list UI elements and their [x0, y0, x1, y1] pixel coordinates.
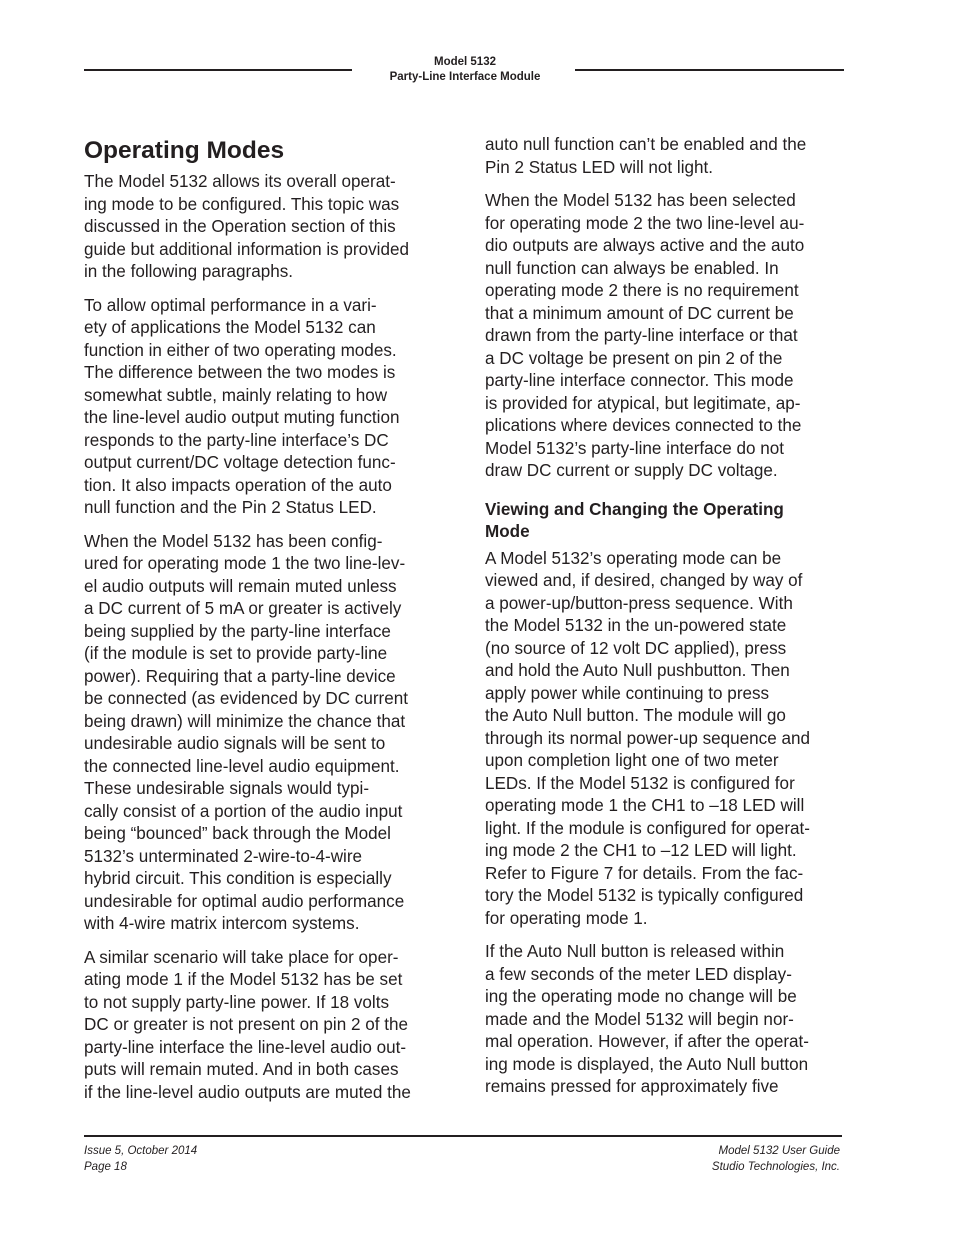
text-line: A Model 5132’s operating mode can be	[485, 548, 782, 568]
text-line: the connected line-level audio equipment.	[84, 756, 400, 776]
text-line: the Model 5132 in the un-powered state	[485, 616, 787, 635]
text-line: being supplied by the party-line interface	[84, 621, 391, 641]
text-line: being drawn) will minimize the chance that	[84, 711, 406, 731]
running-header	[340, 55, 590, 85]
text-line: made and the Model 5132 will begin nor-	[485, 1009, 794, 1029]
text-line: Pin 2 Status LED will not light.	[485, 157, 714, 177]
paragraph	[485, 190, 845, 483]
text-line: a power-up/button-press sequence. With	[485, 593, 793, 613]
text-line: If the Auto Null button is released within	[485, 942, 785, 961]
text-line: A similar scenario will take place for oper-	[84, 947, 399, 967]
footer-page-number: Page 18	[84, 1161, 127, 1173]
text-line: discussed in the Operation section of this	[84, 217, 396, 236]
text-line: in the following paragraphs.	[84, 262, 294, 281]
text-line: the Auto Null button. The module will go	[485, 706, 786, 725]
text-line: The difference between the two modes is	[84, 363, 396, 382]
text-line: Model 5132’s party-line interface do not	[485, 438, 785, 458]
paragraph	[485, 548, 845, 931]
text-line: LEDs. If the Model 5132 is configured for	[485, 773, 795, 793]
text-line: drawn from the party-line interface or that	[485, 326, 798, 345]
text-line: the line-level audio output muting function	[84, 408, 400, 427]
text-line: to not supply party-line power. If 18 volts	[84, 992, 389, 1012]
text-line: auto null function can’t be enabled and the	[485, 135, 807, 154]
section-heading: Operating Modes	[84, 137, 285, 164]
text-line: party-line interface connector. This mode	[485, 371, 794, 390]
text-line: a DC current of 5 mA or greater is actively	[84, 599, 402, 618]
right-paragraphs-after	[485, 548, 845, 1099]
text-line: if the line-level audio outputs are muted the	[84, 1082, 411, 1102]
text-line: null function and the Pin 2 Status LED.	[84, 498, 377, 517]
text-line: ating mode 1 if the Model 5132 has be set	[84, 970, 403, 989]
text-line: upon completion light one of two meter	[485, 751, 779, 770]
text-line: ing mode to be configured. This topic was	[84, 194, 400, 214]
paragraph	[84, 295, 444, 520]
text-line: that a minimum amount of DC current be	[485, 303, 794, 323]
text-line: light. If the module is configured for operat-	[485, 818, 810, 838]
text-line: for operating mode 2 the two line-level au-	[485, 213, 805, 233]
footer-left	[84, 1143, 197, 1175]
footer-issue: Issue 5, October 2014	[84, 1145, 198, 1157]
text-line: viewed and, if desired, changed by way of	[485, 571, 803, 590]
text-line: When the Model 5132 has been config-	[84, 531, 383, 551]
text-line: function in either of two operating modes.	[84, 340, 397, 360]
paragraph	[485, 134, 845, 179]
text-line: plications where devices connected to the	[485, 416, 802, 435]
paragraph	[84, 531, 444, 936]
header-model: Model 5132	[434, 56, 496, 68]
text-line: dio outputs are always active and the auto	[485, 236, 805, 255]
subheading-line: Mode	[485, 522, 530, 541]
text-line: responds to the party-line interface’s DC	[84, 430, 389, 450]
subheading-line: Viewing and Changing the Operating	[485, 499, 784, 519]
text-line: party-line interface the line-level audio out-	[84, 1037, 407, 1057]
text-line: ing mode is displayed, the Auto Null button	[485, 1054, 809, 1074]
text-line: 5132’s unterminated 2-wire-to-4-wire	[84, 846, 363, 866]
header-product: Party-Line Interface Module	[389, 71, 541, 83]
text-line: When the Model 5132 has been selected	[485, 191, 796, 210]
text-line: ety of applications the Model 5132 can	[84, 318, 376, 337]
text-line: (if the module is set to provide party-line	[84, 644, 388, 663]
text-line: draw DC current or supply DC voltage.	[485, 461, 778, 480]
right-paragraphs-before	[485, 134, 845, 483]
text-line: operating mode 2 there is no requirement	[485, 281, 799, 300]
text-line: ing mode 2 the CH1 to –12 LED will light.	[485, 841, 797, 860]
header-rule-right	[575, 69, 844, 71]
text-line: guide but additional information is provided	[84, 239, 409, 259]
text-line: a DC voltage be present on pin 2 of the	[485, 348, 783, 368]
text-line: undesirable for optimal audio performance	[84, 891, 405, 911]
text-line: a few seconds of the meter LED display-	[485, 964, 792, 984]
text-line: be connected (as evidenced by DC current	[84, 689, 409, 708]
text-line: The Model 5132 allows its overall operat-	[84, 172, 396, 191]
paragraph	[84, 171, 444, 284]
text-line: operating mode 1 the CH1 to –18 LED will	[485, 796, 805, 815]
text-line: puts will remain muted. And in both cases	[84, 1060, 399, 1079]
text-line: power). Requiring that a party-line device	[84, 666, 396, 686]
text-line: with 4-wire matrix intercom systems.	[84, 914, 360, 933]
text-line: mal operation. However, if after the operat-	[485, 1032, 809, 1051]
text-line: and hold the Auto Null pushbutton. Then	[485, 661, 790, 680]
text-line: is provided for atypical, but legitimate, ap-	[485, 393, 801, 413]
text-line: apply power while continuing to press	[485, 683, 770, 703]
text-line: null function can always be enabled. In	[485, 258, 779, 278]
text-line: cally consist of a portion of the audio input	[84, 801, 403, 821]
subsection-heading	[485, 499, 845, 544]
text-line: el audio outputs will remain muted unless	[84, 576, 397, 596]
text-line: tory the Model 5132 is typically configured	[485, 886, 804, 905]
text-line: through its normal power-up sequence and	[485, 728, 810, 748]
right-column	[485, 134, 845, 1110]
text-line: Refer to Figure 7 for details. From the fac-	[485, 863, 804, 883]
footer-company: Studio Technologies, Inc.	[711, 1161, 840, 1173]
paragraph	[84, 947, 444, 1105]
text-line: tion. It also impacts operation of the auto	[84, 475, 392, 495]
text-line: To allow optimal performance in a vari-	[84, 295, 377, 315]
text-line: undesirable audio signals will be sent to	[84, 734, 386, 753]
text-line: being “bounced” back through the Model	[84, 824, 391, 843]
footer-guide-title: Model 5132 User Guide	[718, 1145, 840, 1157]
paragraph	[485, 941, 845, 1099]
footer-rule	[84, 1135, 842, 1137]
text-line: for operating mode 1.	[485, 908, 648, 928]
text-line: somewhat subtle, mainly relating to how	[84, 385, 388, 405]
text-line: DC or greater is not present on pin 2 of the	[84, 1015, 409, 1034]
text-line: output current/DC voltage detection func-	[84, 453, 396, 472]
header-rule-left	[84, 69, 352, 71]
text-line: ured for operating mode 1 the two line-lev-	[84, 554, 406, 573]
text-line: ing the operating mode no change will be	[485, 987, 797, 1006]
left-column	[84, 134, 444, 1115]
text-line: These undesirable signals would typi-	[84, 779, 370, 798]
text-line: hybrid circuit. This condition is especially	[84, 869, 392, 888]
text-line: remains pressed for approximately five	[485, 1077, 779, 1096]
left-paragraphs	[84, 171, 444, 1104]
footer-right	[712, 1143, 840, 1175]
text-line: (no source of 12 volt DC applied), press	[485, 638, 787, 658]
